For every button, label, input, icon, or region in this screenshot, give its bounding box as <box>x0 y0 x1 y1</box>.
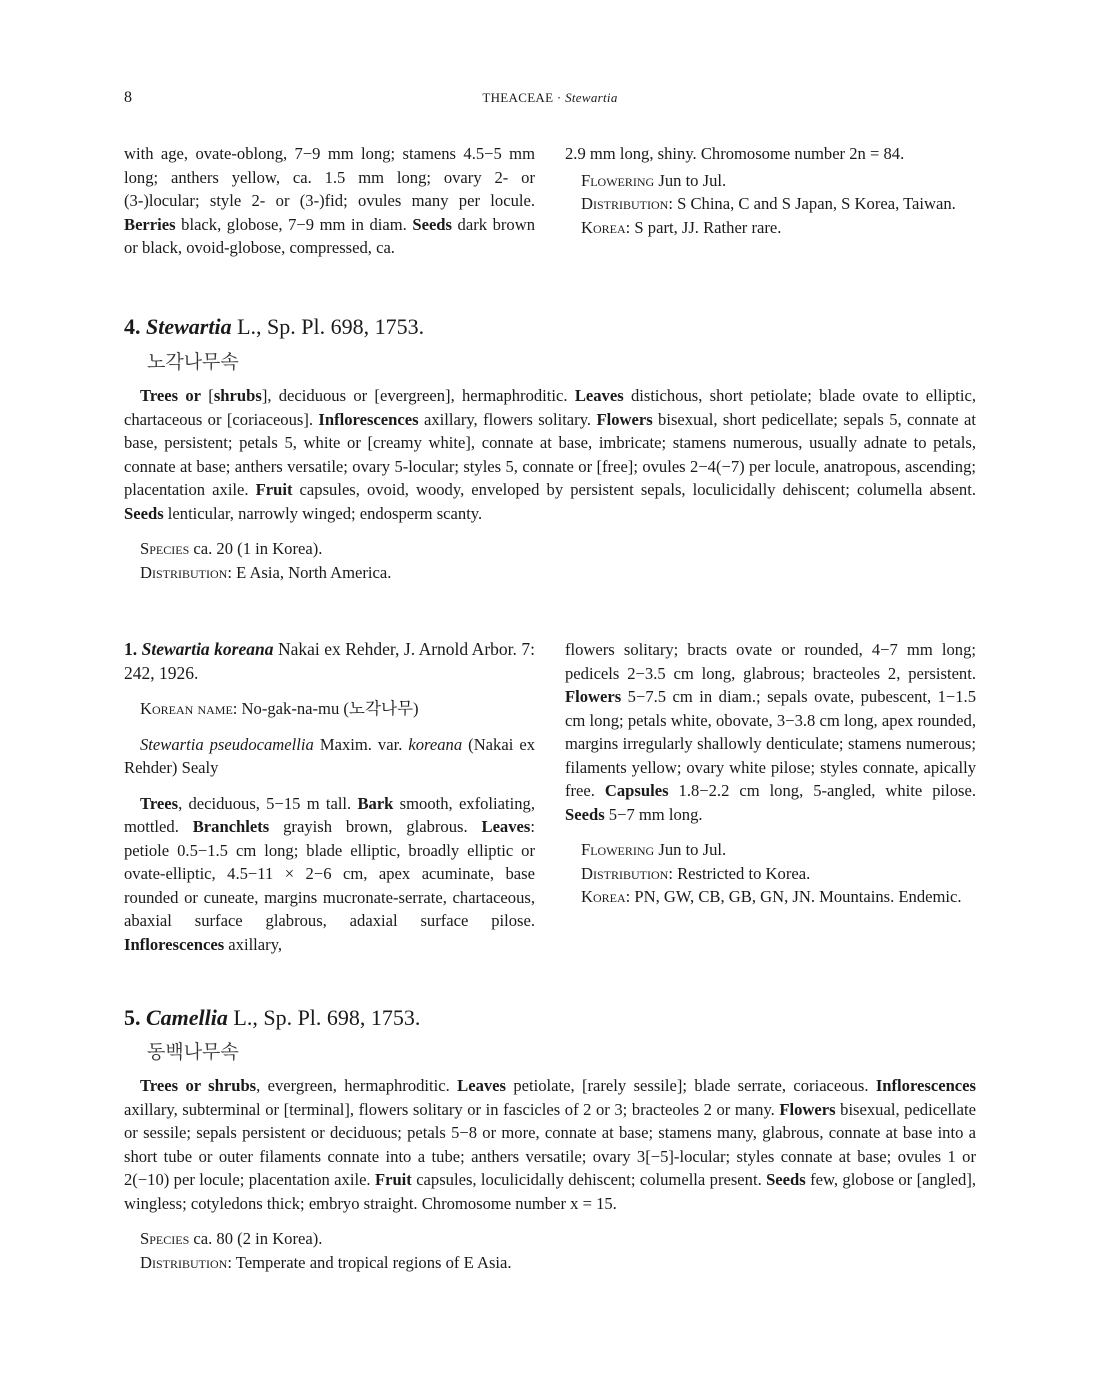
korea-value: : PN, GW, CB, GB, GN, JN. Mountains. Endemic. <box>625 887 962 906</box>
synonym-authority: (Nakai ex Rehder) Sealy <box>124 734 535 777</box>
desc-label: Inflorescences <box>318 409 419 429</box>
desc-text: smooth, exfoliating, mottled. <box>124 793 535 836</box>
korea-line <box>565 216 976 240</box>
genus-authority: L., Sp. Pl. 698, 1753. <box>231 314 425 339</box>
seeds-text: dark brown or black, ovoid-globose, compressed, ca. <box>124 214 535 257</box>
genus-korean-name: 노각나무속 <box>147 351 239 373</box>
species-heading <box>124 638 535 685</box>
desc-text: capsules, ovoid, woody, enveloped by persistent sepals, loculicidally dehiscent; columella absent. <box>292 480 976 499</box>
distribution-label: Distribution <box>140 1252 228 1272</box>
desc-label: Seeds <box>565 804 605 824</box>
genus-description-camellia <box>124 1074 976 1274</box>
species-value: ca. 20 (1 in Korea). <box>189 539 323 558</box>
genus-number: 5. <box>124 1005 146 1030</box>
desc-text: ], deciduous or [evergreen], hermaphroditic. <box>261 386 575 405</box>
distribution-line <box>565 862 976 886</box>
genus-number: 4. <box>124 314 146 339</box>
desc-label: Trees or shrubs <box>140 1076 257 1095</box>
species-stewartia-koreana-left <box>124 638 535 956</box>
distribution-value: : Temperate and tropical regions of E Asia. <box>227 1252 512 1272</box>
desc-label: Leaves <box>457 1076 506 1095</box>
distribution-value: : S China, C and S Japan, S Korea, Taiwan. <box>668 194 956 213</box>
distribution-line <box>565 192 976 216</box>
top-left-paragraph <box>124 142 535 260</box>
species-number: 1. <box>124 639 142 659</box>
species-count-line <box>124 537 976 561</box>
genus-heading-camellia <box>124 1004 420 1032</box>
species-count-line <box>124 1227 976 1251</box>
seeds-label: Seeds <box>412 214 452 234</box>
desc-text: , evergreen, hermaphroditic. <box>256 1076 458 1095</box>
species-citation: Nakai ex Rehder, J. Arnold Arbor. 7: 242, 1926. <box>124 639 535 683</box>
desc-label: Capsules <box>604 781 669 800</box>
species-label: Species <box>140 539 190 558</box>
flowering-value: Jun to Jul. <box>654 840 727 859</box>
distribution-label: Distribution <box>581 194 669 213</box>
desc-text: grayish brown, glabrous. <box>269 817 482 836</box>
desc-label: Seeds <box>766 1170 806 1189</box>
species-description-left <box>124 792 535 957</box>
desc-label: Fruit <box>255 480 293 499</box>
flowering-value: Jun to Jul. <box>654 170 727 190</box>
genus-heading-stewartia <box>124 313 424 341</box>
korea-value: : S part, JJ. Rather rare. <box>625 217 782 237</box>
desc-label: Inflorescences <box>124 934 225 954</box>
flowering-line <box>565 838 976 862</box>
desc-label: Flowers <box>596 409 653 429</box>
berries-label: Berries <box>124 214 176 234</box>
header-separator: · <box>553 90 566 105</box>
distribution-value: : Restricted to Korea. <box>668 863 811 883</box>
desc-label: shrubs <box>213 386 262 405</box>
korea-line <box>565 885 976 909</box>
running-header <box>0 90 1100 106</box>
korean-name-line <box>124 697 535 721</box>
desc-text: flowers solitary; bracts ovate or rounded, 4−7 mm long; pedicels 2−3.5 cm long, glabrous; bracteoles 2, persistent. <box>565 640 976 683</box>
berries-text: black, globose, 7−9 mm in diam. <box>175 214 413 234</box>
desc-text: few, globose or [angled], wingless; cotyledons thick; embryo straight. Chromosome number x = 15. <box>124 1170 977 1213</box>
species-stewartia-koreana-right <box>565 638 976 909</box>
synonym-rank: Maxim. var. <box>313 734 409 754</box>
desc-text: lenticular, narrowly winged; endosperm scanty. <box>163 503 483 523</box>
genus-name: Camellia <box>146 1005 228 1030</box>
synonym-variety: koreana <box>408 734 463 754</box>
species-name: Stewartia koreana <box>141 639 274 659</box>
desc-label: Trees <box>140 793 179 813</box>
desc-label: Flowers <box>565 687 622 706</box>
korean-name-value: : No-gak-na-mu (노각나무) <box>232 699 419 718</box>
desc-text: 5−7.5 cm in diam.; sepals ovate, pubescent, 1−1.5 cm long; petals white, obovate, 3−3.8 cm long, apex rounded, margins irregularly shallowly denticulate; stamens numerous; filaments yellow; ovary white pilose; styles connate, apically free. <box>565 687 976 800</box>
top-left-column <box>124 142 535 260</box>
genus-korean-name: 동백나무속 <box>147 1041 239 1063</box>
synonym-line <box>124 733 535 780</box>
page-number: 8 <box>124 89 132 106</box>
genus-description-paragraph <box>124 1074 976 1215</box>
desc-label: Leaves <box>481 817 531 836</box>
genus-description-paragraph <box>124 384 976 525</box>
desc-text: axillary, <box>224 934 283 954</box>
desc-text: , deciduous, 5−15 m tall. <box>178 793 358 813</box>
desc-text: : petiole 0.5−1.5 cm long; blade elliptic, broadly elliptic or ovate-elliptic, 4.5−11 × 2−6 cm, apex acuminate, base rounded or cuneate, margins mucronate-serrate, chartaceous, abaxial surface glabrous, adaxial surface pilose. <box>124 817 535 930</box>
species-description-right <box>565 638 976 826</box>
korean-name-label: Korean name <box>140 699 233 718</box>
species-label: Species <box>140 1229 190 1248</box>
desc-label: Trees or <box>140 386 202 405</box>
desc-text: [ <box>201 386 214 405</box>
distribution-value: : E Asia, North America. <box>227 562 392 582</box>
genus-name: Stewartia <box>146 314 232 339</box>
desc-text: distichous, short petiolate; blade ovate to elliptic, chartaceous or [coriaceous]. <box>124 386 976 429</box>
desc-label: Inflorescences <box>875 1076 976 1095</box>
desc-label: Flowers <box>779 1099 836 1119</box>
desc-text: petiolate, [rarely sessile]; blade serrate, coriaceous. <box>506 1076 876 1095</box>
description-text: with age, ovate-oblong, 7−9 mm long; stamens 4.5−5 mm long; anthers yellow, ca. 1.5 mm long; ovary 2- or (3-)locular; style 2- or (3-)fid; ovules many per locule. <box>124 144 535 210</box>
flowering-label: Flowering <box>581 170 655 190</box>
desc-label: Branchlets <box>192 817 270 836</box>
header-family: THEACEAE <box>482 90 554 105</box>
desc-label: Leaves <box>574 386 624 405</box>
distribution-line <box>124 1251 976 1275</box>
synonym-name: Stewartia pseudocamellia <box>140 734 314 754</box>
desc-text: 5−7 mm long. <box>604 804 703 824</box>
desc-text: bisexual, pedicellate or sessile; sepals persistent or deciduous; petals 5−8 or more, connate at base; stamens many, glabrous, connate at base into a short tube or outer filaments connate into a tube; anthers versatile; ovary 3[−5]-locular; styles connate at base; ovules 1 or 2(−10) per locule; placentation axile. <box>124 1099 977 1189</box>
desc-label: Fruit <box>374 1170 412 1189</box>
desc-label: Seeds <box>124 503 164 523</box>
species-value: ca. 80 (2 in Korea). <box>189 1229 323 1248</box>
flowering-line <box>565 169 976 193</box>
korea-label: Korea <box>581 887 626 906</box>
top-right-column <box>565 142 976 239</box>
genus-authority: L., Sp. Pl. 698, 1753. <box>227 1005 421 1030</box>
distribution-line <box>124 561 976 585</box>
genus-description-stewartia <box>124 384 976 584</box>
desc-label: Bark <box>357 793 394 813</box>
distribution-label: Distribution <box>581 863 669 883</box>
desc-text: 1.8−2.2 cm long, 5-angled, white pilose. <box>668 781 976 800</box>
desc-text: capsules, loculicidally dehiscent; columella present. <box>411 1170 767 1189</box>
desc-text: axillary, subterminal or [terminal], flowers solitary or in fascicles of 2 or 3; bracteoles 2 or many. <box>124 1099 780 1119</box>
desc-text: axillary, flowers solitary. <box>418 409 597 429</box>
desc-text: bisexual, short pedicellate; sepals 5, connate at base, persistent; petals 5, white or [creamy white], connate at base, imbricate; stamens numerous, usually adnate to petals, connate at base; anthers versatile; ovary 5-locular; styles 5, connate or [free]; ovules 2−4(−7) per locule, anatropous, ascending; placentation axile. <box>124 409 976 499</box>
continuation-text: 2.9 mm long, shiny. Chromosome number 2n = 84. <box>565 144 905 163</box>
header-genus: Stewartia <box>565 90 618 105</box>
distribution-label: Distribution <box>140 562 228 582</box>
flowering-label: Flowering <box>581 840 655 859</box>
korea-label: Korea <box>581 217 626 237</box>
